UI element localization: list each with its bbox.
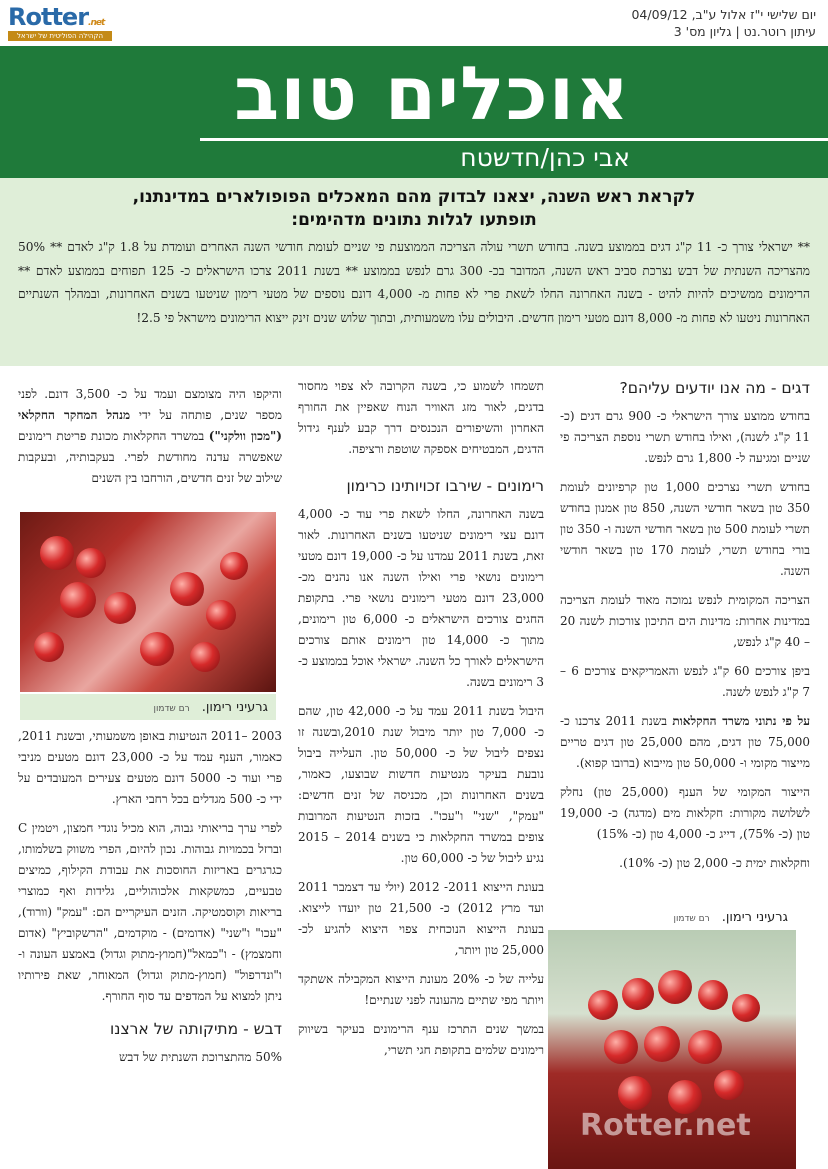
logo-suffix: .net — [88, 18, 105, 28]
seed-shape — [76, 548, 106, 578]
intro-headline-line-2: תופתעו לגלות נתונים מדהימים: — [291, 210, 537, 230]
bold-institute: מנהל המחקר החקלאי ("מכון וולקני") — [18, 408, 282, 443]
column-left-top — [18, 384, 282, 508]
photo-credit: רם שדמון — [673, 914, 710, 924]
issue-number: עיתון רוטר.נט | גליון מס' 3 — [673, 24, 816, 39]
paragraph: הצריכה המקומית לנפש נמוכה מאוד לעומת הצריכה במדינות אחרות: מדינות הים התיכון צורכות לשנה 20 – 40 ק"ג לנפש, — [560, 593, 810, 649]
intro-headline-line-1: לקראת ראש השנה, יצאנו לבדוק מהם המאכלים הפופולארים במדינתנו, — [132, 187, 696, 207]
logo-name: Rotter — [8, 3, 89, 31]
seed-shape — [604, 1030, 638, 1064]
paragraph: תשמחו לשמוע כי, בשנה הקרובה לא צפוי מחסור בדגים, לאור מזג האוויר הנוח שאפיין את החורף האחרון והשיפורים הנכנסים דרך קבע לענף גידול הדגים, המבטיחים אספקה שוטפת ורציפה. — [298, 379, 544, 456]
pomegranate-photo-1 — [20, 512, 276, 692]
seed-shape — [40, 536, 74, 570]
seed-shape — [622, 978, 654, 1010]
paragraph: לפרי ערך בריאותי גבוה, הוא מכיל נוגדי חמצון, ויטמין C וברזל בכמויות גבוהות. נכון להיום, הפרי משווק בשלמותו, כגרגרים באריזות החוסכות את עבודת הקילוף, כמיצים טבעיים, כמשקאות אלכוהוליים, גלידות ואף כמוצרי בריאות וקוסמטיקה. הזנים העיקריים הם: "עמק" (וורוד), "עכו" ו"שני" (אדומים) - מוקדמים, "הרשקוביץ" (אדום וחמצמץ) - ו"כמאל"(חמוץ-מתוק וגדול) באמצע העונה ו- ו"ונדרפול" (חמוץ-מתוק וגדול) המאוחר, שאת פירותיו ניתן למצוא על המדפים עד סוף החורף. — [18, 821, 282, 1003]
article-title: אוכלים טוב — [234, 51, 630, 137]
issue-date: יום שלישי י"ז אלול ע"ב, 04/09/12 — [631, 7, 816, 22]
paragraph: הייצור המקומי של הענף (25,000 טון) נחלק לשלושה מקורות: חקלאות מים (מדגה) כ- 19,000 טון (כ- 75%), דייג כ- 4,000 טון (כ- 15%) — [560, 785, 810, 841]
seed-shape — [644, 1026, 680, 1062]
masthead — [0, 46, 828, 178]
paragraph: היבול בשנת 2011 עמד על כ- 42,000 טון, שהם כ- 7,000 טון יותר מיבול שנת 2010,ובשנה זו נצפים ליבול של כ- 50,000 טון. העלייה ביבול נובעת בעיקר מנטיעות חדשות שבוצעו, כאמור, בשנים האחרונות וכן, מכניסה של זנים חדשים: "עמק", "שני" ו"עכו". בזכות הנטיעות המרובות צופים במשרד החקלאות כי בשנים 2014 – 2015 נגיע ליבול של כ- 60,000 טון. — [298, 704, 545, 865]
logo-tagline: הקהילה הפוליטית של ישראל — [8, 31, 112, 41]
seed-shape — [220, 552, 248, 580]
seed-shape — [658, 970, 692, 1004]
paragraph: וחקלאות ימית כ- 2,000 טון (כ- 10%). — [619, 856, 810, 870]
paragraph-text: בשנת 2011 צרכנו כ- 75,000 טון דגים, מהם 25,000 טון דגים טריים מייצור מקומי ו- 50,000 טון מייבוא (ברובו קפוא). — [560, 714, 810, 770]
column-left-bottom — [18, 726, 282, 1076]
paragraph: ביפן צורכים 60 ק"ג לנפש והאמריקאים צורכים 6 – 7 ק"ג לנפש לשנה. — [560, 664, 810, 699]
seed-shape — [170, 572, 204, 606]
paragraph: במשך שנים התרכז ענף הרימונים בעיקר בשיווק רימונים שלמים בתקופת חגי תשרי, — [298, 1022, 544, 1057]
intro-headline — [18, 186, 810, 232]
caption-text: גרעיני רימון. — [201, 700, 268, 715]
seed-shape — [206, 600, 236, 630]
seed-shape — [588, 990, 618, 1020]
column-middle — [298, 376, 544, 1166]
paragraph: 50% מהתצרוכת השנתית של דבש — [119, 1050, 282, 1064]
top-strip — [0, 0, 828, 46]
intro-box — [0, 178, 828, 366]
paragraph: בחודש ממוצע צורך הישראלי כ- 900 גרם דגים (כ- 11 ק"ג לשנה), ואילו בחודש תשרי נוספת הצריכה פי שניים ומגיעה ל- 1,800 גרם לנפש. — [560, 409, 810, 465]
section-heading-honey: דבש - מתיקותה של ארצנו — [110, 1020, 282, 1038]
rotter-watermark: Rotter.net — [580, 1108, 751, 1143]
seed-shape — [714, 1070, 744, 1100]
seed-shape — [140, 632, 174, 666]
seed-shape — [618, 1076, 652, 1110]
photo-caption-2 — [548, 904, 796, 930]
seed-shape — [104, 592, 136, 624]
paragraph: בעונת הייצוא 2011- 2012 (יולי עד דצמבר 2011 ועד מרץ 2012) כ- 21,500 טון יועדו לייצוא. בעונת הייצוא הנוכחית צפוי היצוא להגיע לכ- 25,000 טון ויותר, — [298, 880, 545, 957]
section-heading-pomegranates: רימונים - שירבו זכויותינו כרימון — [346, 477, 544, 495]
paragraph: עלייה של כ- 20% מעונת הייצוא המקבילה אשתקד ויותר מפי שתיים מהעונה לפני שנתיים! — [298, 972, 544, 1007]
seed-shape — [190, 642, 220, 672]
paragraph — [560, 711, 810, 774]
section-heading-fish: דגים - מה אנו יודעים עליהם? — [619, 379, 810, 397]
paragraph — [18, 384, 282, 489]
caption-text: גרעיני רימון. — [721, 910, 788, 925]
paragraph: 2003 –2011 הנטיעות באופן משמעותי, ובשנת 2011, כאמור, הענף עמד על כ- 23,000 דונם מטעים מניבי פרי ועוד כ- 5000 דונם מטעים צעירים המעובדים על ידי כ- 500 מגדלים בכל רחבי הארץ. — [18, 729, 282, 806]
dateline — [631, 6, 816, 40]
title-rule — [200, 138, 828, 141]
paragraph: בחודש תשרי נצרכים 1,000 טון קרפיונים לעומת 350 טון בשאר חודשי השנה, 850 טון אמנון בחודש תשרי לעומת 500 טון בשאר חודשי השנה ו- 350 טון בורי בחודש תשרי, לעומת 170 טון בשאר חודשי השנה. — [560, 480, 811, 578]
article-author: אבי כהן/חדשטח — [460, 143, 630, 172]
seed-shape — [34, 632, 64, 662]
seed-shape — [688, 1030, 722, 1064]
bold-source: על פי נתוני משרד החקלאות — [672, 714, 810, 728]
paragraph: בשנה האחרונה, החלו לשאת פרי עוד כ- 4,000 דונם עצי רימונים שניטעו בשנים האחרונות. לאור זאת, בשנת 2011 עמדנו על כ- 19,000 דונם מטעי רימונים נושאי פרי ואילו השנה אנו נהנים מכ- 23,000 דונם מטעי רימונים נושאי פרי. בתקופת החגים צורכים הישראלים כ- 6,000 טון רימונים, מתוך כ- 14,000 טון רימונים אותם צורכים הישראלים לאורך כל השנה. ישראלי אוכל בממוצע כ- 3 רימונים בשנה. — [298, 507, 544, 689]
intro-body: ** ישראלי צורך כ- 11 ק"ג דגים בממוצע בשנה. בחודש תשרי עולה הצריכה הממוצעת פי שניים לעומת חודשי השנה האחרים ועומדת על 1.8 ק"ג לאדם ** 50% מהצריכה השנתית של דבש נצרכת סביב ראש השנה, המדובר בכ- 300 גרם לנפש בממוצע ** בשנת 2011 צרכו הישראלים כ- 125 תפוחים בממוצע לאדם ** הרימונים ממשיכים להיות להיט - בשנה האחרונה החלו לשאת פרי לא פחות מ- 4,000 דונם נוספים של מטעי רימון שניטעו בשנים האחרונות, ובמהלך השנתיים האחרונות ניטעו לא פחות מ- 8,000 דונם מטעי רימון חדשים. היבולים עלו משמעותית, ובתוך שלוש שנים זינק ייצוא הרימונים מישראל פי 2.5! — [18, 240, 810, 325]
paragraph-text: והיקפו היה מצומצם ועמד על כ- 3,500 דונם. לפני מספר שנים, פותחה על ידי — [18, 387, 282, 422]
photo-caption-1 — [20, 694, 276, 720]
seed-shape — [732, 994, 760, 1022]
column-right — [560, 376, 810, 896]
paragraph-text: במשרד החקלאות מכונת פריטת רימונים שאפשרה עדנה מחודשת לפרי. בעקבותיה, ובעקבות שילוב של זנים חדשים, הורחבו בין השנים — [18, 429, 282, 485]
seed-shape — [698, 980, 728, 1010]
rotter-logo[interactable] — [8, 4, 112, 42]
photo-credit: רם שדמון — [153, 704, 190, 714]
seed-shape — [60, 582, 96, 618]
